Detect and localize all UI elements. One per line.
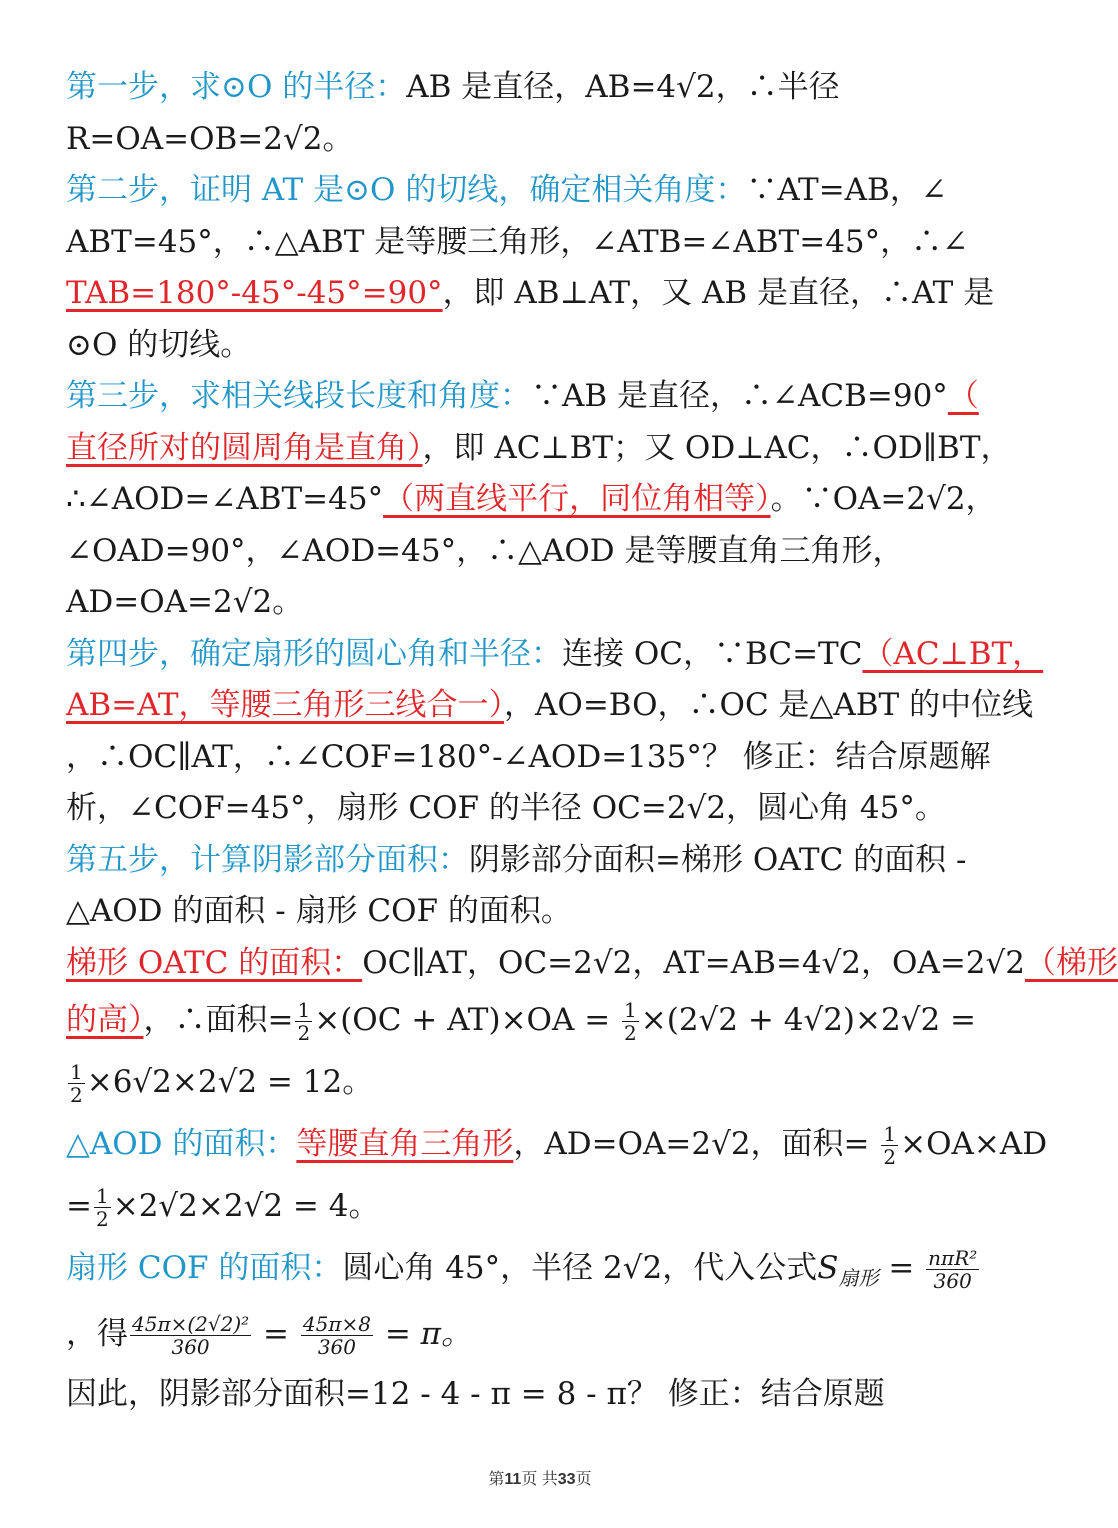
line-head: 第三步，求相关线段长度和角度： — [66, 378, 531, 414]
line-red: TAB=180°-45°-45°=90° — [66, 275, 443, 311]
line-text: ，AO=BO，∴OC 是△ABT 的中位线 — [504, 687, 1034, 723]
footer-post: 页 — [575, 1471, 592, 1488]
footer-pre: 第 — [488, 1471, 505, 1488]
solution-line — [66, 268, 1016, 320]
line-head: 第四步，确定扇形的圆心角和半径： — [66, 635, 562, 672]
line-head: 第一步，求⊙O 的半径： — [66, 69, 407, 105]
solution-line — [66, 62, 1016, 114]
line-text: ∵AB 是直径，∴∠ACB=90° — [531, 378, 948, 414]
sector-fraction-2: $\frac{45\pi\times 8}{360}$ — [302, 1312, 371, 1359]
trap-note-1: （梯形 — [1025, 944, 1118, 981]
line-text: ，即 AB⊥AT，又 AB 是直径，∴AT 是 — [442, 275, 995, 311]
footer-page-number: 11 — [504, 1471, 522, 1488]
solution-line — [66, 526, 1016, 578]
solution-line — [66, 680, 1034, 732]
trap-calc-1: ，∴面积= — [143, 1002, 294, 1038]
line-text2: 。∵OA=2√2， — [770, 481, 997, 517]
sector-subscript: 扇形 — [838, 1266, 879, 1291]
line-red_after: （ — [947, 378, 979, 414]
line-text: ⊙O 的切线。 — [66, 326, 252, 363]
line-text: AB 是直径，AB=4√2，∴半径 — [406, 69, 840, 105]
sector-symbol: S — [817, 1250, 839, 1286]
trap-given: OC∥AT，OC=2√2，AT=AB=4√2，OA=2√2 — [362, 944, 1026, 981]
aod-text: ，AD=OA=2√2，面积= — [513, 1126, 870, 1162]
aod-eq: = — [66, 1188, 92, 1224]
solution-lines — [66, 62, 1044, 938]
line-text: 阴影部分面积=梯形 OATC 的面积 - — [469, 841, 967, 878]
solution-line — [66, 474, 1016, 526]
trap-line-2 — [66, 989, 1016, 1051]
aod-label: △AOD 的面积： — [66, 1126, 297, 1162]
line-text: ∴∠AOD=∠ABT=45° — [66, 481, 384, 517]
half-fraction: $\frac{1}{2}$ — [883, 1122, 897, 1169]
sector-formula: $\frac{\text{nπR²}}{360}$ — [928, 1246, 978, 1293]
solution-line — [66, 835, 1016, 887]
trap-line-3 — [66, 1051, 1016, 1113]
trap-calc-4: ×6√2×2√2 = 12。 — [86, 1064, 374, 1100]
sector-line-1 — [66, 1237, 1016, 1299]
document-body — [66, 62, 1118, 1421]
solution-line — [66, 114, 1016, 166]
line-head: 第五步，计算阴影部分面积： — [66, 841, 469, 878]
footer-mid: 页 共 — [521, 1471, 558, 1488]
sector-line-2 — [66, 1299, 1016, 1369]
line-red: 直径所对的圆周角是直角） — [66, 429, 423, 466]
sector-result: = π。 — [384, 1316, 473, 1352]
conclusion-line: 因此，阴影部分面积=12 - 4 - π = 8 - π？ 修正：结合原题 — [66, 1376, 885, 1412]
line-text: △AOD 的面积 - 扇形 COF 的面积。 — [66, 893, 572, 929]
line-text: ∠OAD=90°，∠AOD=45°，∴△AOD 是等腰直角三角形， — [66, 532, 904, 569]
line-text: ABT=45°，∴△ABT 是等腰三角形，∠ATB=∠ABT=45°，∴∠ — [66, 223, 969, 260]
aod-text-2: ×OA×AD — [900, 1126, 1048, 1162]
aod-line-2 — [66, 1175, 1016, 1237]
aod-line-1 — [66, 1113, 1048, 1175]
solution-line — [66, 629, 1044, 681]
solution-line — [66, 732, 1016, 784]
trap-note-2: 的高） — [66, 1002, 144, 1038]
line-text: R=OA=OB=2√2。 — [66, 120, 354, 157]
line-text: 析，∠COF=45°，扇形 COF 的半径 OC=2√2，圆心角 45°。 — [66, 790, 946, 826]
line-text: ，即 AC⊥BT；又 OD⊥AC，∴OD∥BT， — [422, 429, 1012, 466]
sector-fraction-1: $\frac{\text{45π×(2√2)²}}{360}$ — [132, 1312, 250, 1359]
line-text: ∵AT=AB，∠ — [746, 172, 947, 208]
half-fraction: $\frac{1}{2}$ — [95, 1184, 109, 1231]
solution-line — [66, 217, 1016, 269]
line-text: AD=OA=2√2。 — [66, 584, 304, 620]
line-text: 连接 OC，∵BC=TC — [562, 635, 863, 672]
solution-line — [66, 423, 1016, 475]
solution-line — [66, 886, 1016, 938]
half-fraction: $\frac{1}{2}$ — [70, 1060, 83, 1107]
line-red_after: （两直线平行，同位角相等） — [383, 481, 771, 517]
solution-line — [66, 783, 1016, 835]
half-fraction: $\frac{1}{2}$ — [297, 998, 311, 1045]
trap-label: 梯形 OATC 的面积： — [66, 944, 363, 981]
solution-line — [66, 320, 1016, 372]
line-red: AB=AT，等腰三角形三线合一） — [66, 687, 505, 723]
line-head: 第二步，证明 AT 是⊙O 的切线，确定相关角度： — [66, 172, 747, 208]
page-footer — [0, 1466, 1080, 1489]
trap-calc-2: ×(OC + AT)×OA = — [314, 1002, 611, 1038]
aod-text-3: ×2√2×2√2 = 4。 — [112, 1188, 380, 1224]
sector-get: ，得 — [66, 1316, 128, 1352]
sector-text: 圆心角 45°，半径 2√2，代入公式 — [342, 1250, 818, 1286]
half-fraction: $\frac{1}{2}$ — [624, 998, 637, 1045]
solution-line — [66, 371, 1016, 423]
solution-line — [66, 577, 1016, 629]
sector-label: 扇形 COF 的面积： — [66, 1250, 343, 1286]
sector-eq-2: = — [263, 1316, 290, 1352]
trap-line-1 — [66, 938, 1118, 990]
line-red_after: （AC⊥BT， — [862, 635, 1044, 672]
aod-note: 等腰直角三角形 — [296, 1126, 514, 1162]
line-text: ，∴OC∥AT，∴∠COF=180°-∠AOD=135°？ 修正：结合原题解 — [66, 738, 991, 775]
solution-line — [66, 165, 1016, 217]
trap-calc-3: ×(2√2 + 4√2)×2√2 = — [640, 1002, 977, 1038]
footer-total-pages: 33 — [557, 1471, 576, 1488]
sector-eq: = — [888, 1250, 915, 1286]
